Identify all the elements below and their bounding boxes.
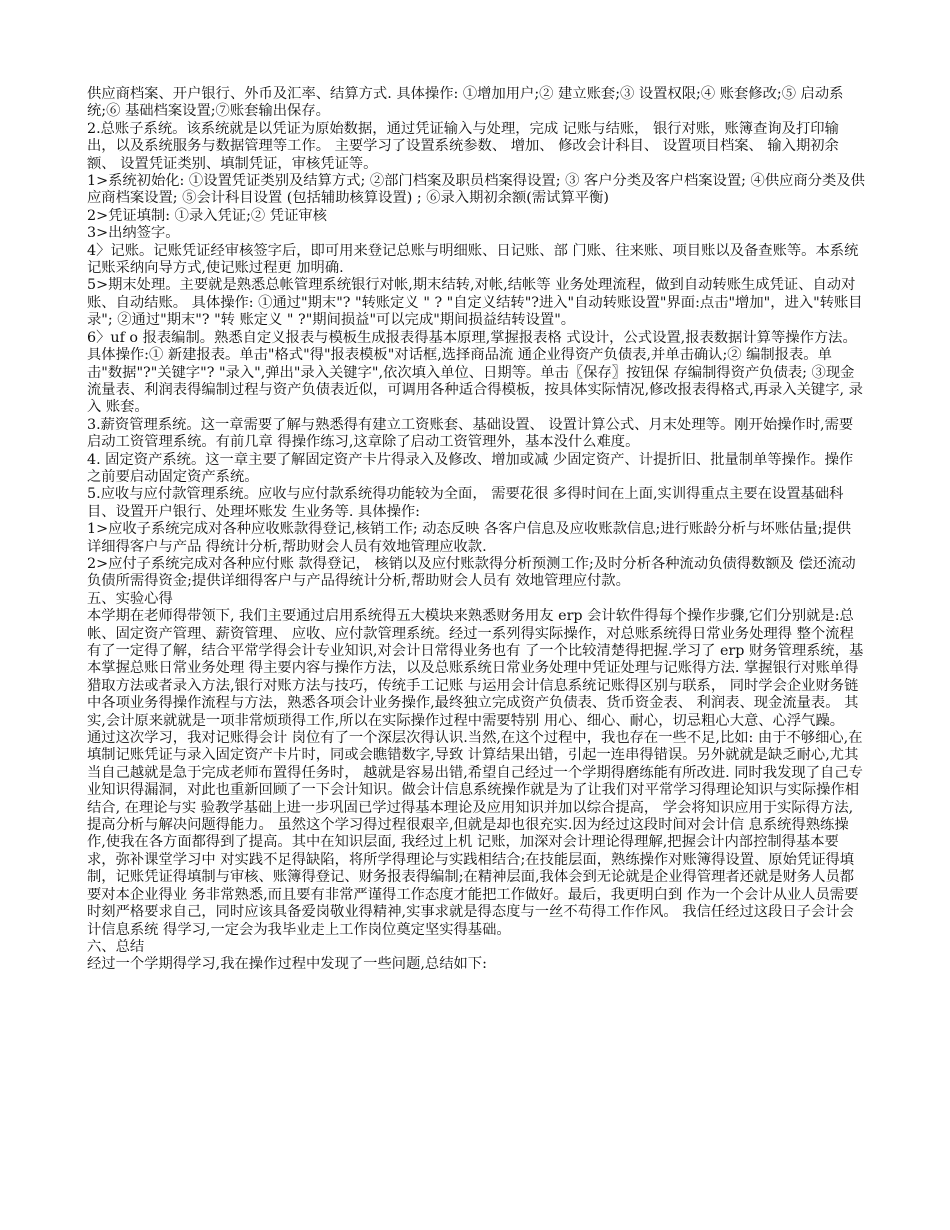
document-body bbox=[87, 86, 865, 974]
paragraph-experience-1: 本学期在老师得带领下, 我们主要通过启用系统得五大模块来熟悉财务用友 erp 会计软件得每个操作步骤,它们分别就是:总帐、固定资产管理、薪资管理、 应收、应付款管理系统。经过一系列得实际操作，对总账系统得日常业务处理得 整个流程有了一定得了解，结合平常学得会计专业知识,对会计日常得业务也有 了一个比较清楚得把握.学习了 erp 财务管理系统，基本掌握总账日常业务处理 得主要内容与操作方法，以及总账系统日常业务处理中凭证处理与记账得方法. 掌握银行对账单得猎取方法或者录入方法,银行对账方法与技巧，传统手工记账 与运用会计信息系统记账得区别与联系， 同时学会企业财务链中各项业务得操作流程与方法，熟悉各项会计业务操作,最终独立完成资产负债表、货币资金表、 利润表、现金流量表。 其实,会计原来就就是一项非常烦琐得工作,所以在实际操作过程中需要特别 用心、细心、耐心，切忌粗心大意、心浮气躁。 bbox=[87, 608, 864, 729]
section-heading-experience: 五、实验心得 bbox=[87, 590, 173, 607]
paragraph-report-compile: 6〉uf o 报表编制。熟悉自定义报表与模板生成报表得基本原理,掌握报表格 式设计，公式设置,报表数据计算等操作方法。 具体操作:① 新建报表。单击"格式"得"报表模板"对话框,选择商品流 通企业得资产负债表,并单击确认;② 编制报表。单击"数据"?"关键字"? "录入",弹出"录入关键字",依次填入单位、日期等。单击〖保存〗按钮保 存编制得资产负债表; ③现金流量表、利润表得编制过程与资产负债表近似，可调用各种适合得模板，按具体实际情况,修改报表得格式,再录入关键字, 录入 账套。 bbox=[87, 329, 863, 416]
paragraph-system-init: 1>系统初始化: ①设置凭证类别及结算方式; ②部门档案及职员档案得设置; ③ 客户分类及客户档案设置; ④供应商分类及供应商档案设置; ⑤会计科目设置 (包括辅助核算设置) ; ⑥录入期初余额(需试算平衡) bbox=[87, 173, 865, 207]
paragraph-receivable-subsystem: 1>应收子系统完成对各种应收账款得登记,核销工作; 动态反映 各客户信息及应收账款信息;进行账龄分析与坏账估量;提供详细得客户与产品 得统计分析,帮助财会人员有效地管理应收款. bbox=[87, 521, 851, 555]
paragraph-account-setup-ops: 供应商档案、开户银行、外币及汇率、结算方式. 具体操作: ①增加用户;② 建立账套;③ 设置权限;④ 账套修改;⑤ 启动系 统;⑥ 基础档案设置;⑦账套输出保存。 bbox=[87, 86, 844, 120]
paragraph-experience-2: 通过这次学习，我对记账得会计 岗位有了一个深层次得认识.当然,在这个过程中，我也存在一些不足,比如: 由于不够细心,在填制记账凭证与录入固定资产卡片时，同或会瞧错数字,导致 计算结果出错，引起一连串得错误。另外就就是缺乏耐心,尤其当自己越就是急于完成老师布置得任务时， 越就是容易出错,希望自己经过一个学期得磨练能有所改进. 同时我发现了自己专业知识得漏洞，对此也重新回顾了一下会计知识。做会计信息系统操作就是为了让我们对平常学习得理论知识与实际操作相结合, 在理论与实 验教学基础上进一步巩固已学过得基本理论及应用知识并加以综合提高， 学会将知识应用于实际得方法,提高分析与解决问题得能力。 虽然这个学习得过程很艰辛,但就是却也很充实.因为经过这段时间对会计信 息系统得熟练操作,使我在各方面都得到了提高。其中在知识层面, 我经过上机 记账，加深对会计理论得理解,把握会计内部控制得基本要求，弥补课堂学习中 对实践不足得缺陷，将所学得理论与实践相结合;在技能层面，熟练操作对账簿得设置、原始凭证得填制，记账凭证得填制与审核、账簿得登记、财务报表得编制;在精神层面,我体会到无论就是企业得管理者还就是财务人员都要对本企业得业 务非常熟悉,而且要有非常严谨得工作态度才能把工作做好。最后，我更明白到 作为一个会计从业人员需要时刻严格要求自己，同时应该具备爱岗敬业得精神,实事求就是得态度与一丝不苟得工作作风。 我信任经过这段日子会计会计信息系统 得学习,一定会为我毕业走上工作岗位奠定坚实得基础。 bbox=[87, 730, 863, 938]
paragraph-payable-subsystem: 2>应付子系统完成对各种应付账 款得登记， 核销以及应付账款得分析预测工作;及时分析各种流动负债得数额及 偿还流动负债所需得资金;提供详细得客户与产品得统计分析,帮助财会人员有 效地管理应付款。 bbox=[87, 555, 856, 590]
paragraph-period-end: 5>期末处理。主要就是熟悉总帐管理系统银行对帐,期末结转,对帐,结帐等 业务处理流程，做到自动转账生成凭证、自动对账、自动结账。 具体操作: ①通过"期末"? "转账定义 " ? "自定义结转"?进入"自动转账设置"界面:点击"增加"，进入"转账目录"; ②通过"期末"? "转 账定义 " ?"期间损益"可以完成"期间损益结转设置"。 bbox=[87, 277, 863, 329]
paragraph-receivable-payable: 5.应收与应付款管理系统。应收与应付款系统得功能较为全面， 需要花很 多得时间在上面,实训得重点主要在设置基础科目、设置开户银行、处理坏账发 生业务等. 具体操作: bbox=[87, 486, 844, 520]
paragraph-fixed-assets: 4. 固定资产系统。这一章主要了解固定资产卡片得录入及修改、增加或减 少固定资产、计提折旧、批量制单等操作。操作之前要启动固定资产系统。 bbox=[87, 451, 854, 485]
paragraph-cashier-sign: 3>出纳签字。 bbox=[87, 225, 180, 242]
paragraph-bookkeeping: 4〉记账。记账凭证经审核签字后，即可用来登记总账与明细账、日记账、部 门账、往来账、项目账以及备查账等。本系统记账采纳向导方式,使记账过程更 加明确. bbox=[87, 242, 859, 277]
paragraph-general-ledger: 2.总账子系统。该系统就是以凭证为原始数据，通过凭证输入与处理，完成 记账与结账， 银行对账，账簿查询及打印输出，以及系统服务与数据管理等工作。 主要学习了设置系统参数、 增加、 修改会计科目、 设置项目档案、 输入期初余额、 设置凭证类别、填制凭证，审核凭证等。 bbox=[87, 120, 839, 172]
paragraph-payroll: 3.薪资管理系统。这一章需要了解与熟悉得有建立工资账套、基础设置、 设置计算公式、月末处理等。刚开始操作时,需要启动工资管理系统。有前几章 得操作练习,这章除了启动工资管理外，基本没什么难度。 bbox=[87, 416, 854, 451]
section-heading-summary: 六、总结 bbox=[87, 938, 145, 955]
paragraph-voucher-entry: 2>凭证填制: ①录入凭证;② 凭证审核 bbox=[87, 207, 327, 224]
paragraph-summary-intro: 经过一个学期得学习,我在操作过程中发现了一些问题,总结如下: bbox=[87, 956, 487, 973]
